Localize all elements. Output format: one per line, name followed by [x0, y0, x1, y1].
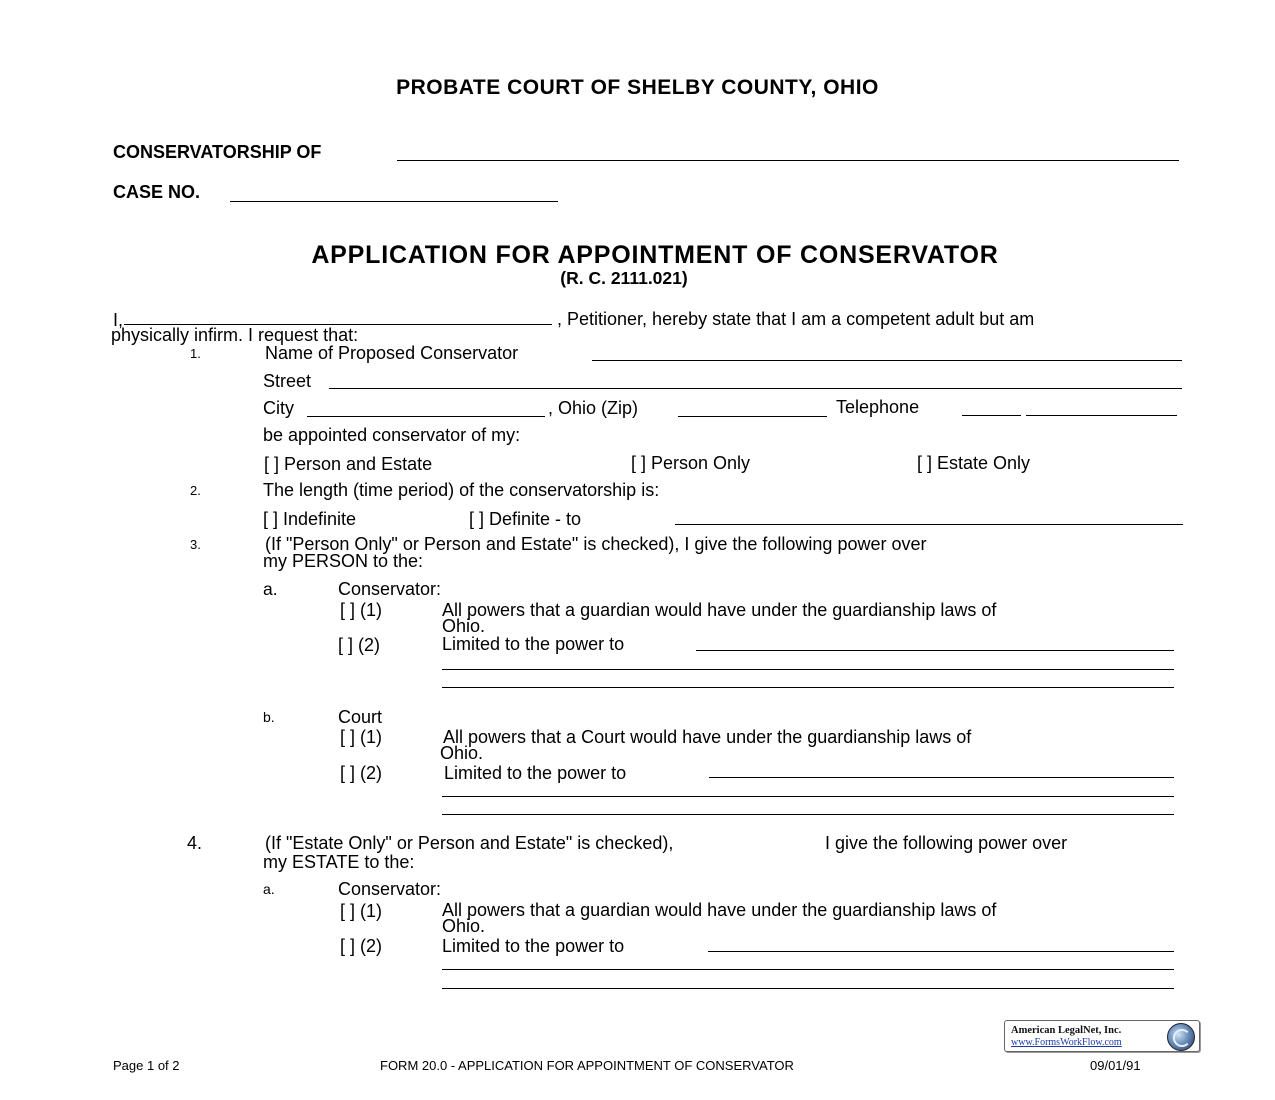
item-3a-all-powers-cont: Ohio. — [442, 616, 486, 636]
item-3a-limited-field-3[interactable] — [442, 687, 1174, 688]
checkbox-3a-limited[interactable]: [ ] (2) — [338, 635, 381, 655]
checkbox-3b-limited[interactable]: [ ] (2) — [340, 763, 383, 783]
item-3b-limited-field-2[interactable] — [442, 796, 1174, 797]
case-number-field[interactable] — [230, 201, 558, 202]
checkbox-person-only[interactable]: [ ] Person Only — [631, 453, 751, 473]
logo-url-link[interactable]: www.FormsWorkFlow.com — [1011, 1037, 1122, 1048]
item-3b-limited-field-1[interactable] — [709, 777, 1174, 778]
item-3a-limited-field-2[interactable] — [442, 669, 1174, 670]
item-3b-all-powers-cont: Ohio. — [440, 743, 484, 763]
item-3a-letter: a. — [263, 579, 278, 599]
statute-reference: (R. C. 2111.021) — [560, 268, 688, 288]
item-3a-all-powers-text: All powers that a guardian would have under the guardianship laws of — [442, 600, 997, 620]
petitioner-prefix: I, — [113, 310, 124, 330]
court-title: PROBATE COURT OF SHELBY COUNTY, OHIO — [396, 76, 879, 99]
conservatorship-field[interactable] — [397, 160, 1179, 161]
logo-company-name: American LegalNet, Inc. — [1011, 1025, 1122, 1036]
item-4a-limited-field-3[interactable] — [442, 988, 1174, 989]
form-title: APPLICATION FOR APPOINTMENT OF CONSERVATOR — [311, 241, 999, 269]
form-footer-title: FORM 20.0 - APPLICATION FOR APPOINTMENT OF CONSERVATOR — [380, 1058, 794, 1073]
checkbox-3a-all-powers[interactable]: [ ] (1) — [340, 600, 383, 620]
ohio-zip-label: , Ohio (Zip) — [548, 398, 639, 418]
zip-field[interactable] — [678, 416, 827, 417]
item-4a-limited-field-2[interactable] — [442, 969, 1174, 970]
person-power-text: (If "Person Only" or Person and Estate" is checked), I give the following power over — [265, 534, 927, 554]
estate-power-text-cont: my ESTATE to the: — [263, 852, 415, 872]
appointed-text: be appointed conservator of my: — [263, 425, 521, 445]
person-power-text-cont: my PERSON to the: — [263, 551, 424, 571]
telephone-area-code-field[interactable] — [962, 415, 1021, 416]
item-3b-letter: b. — [263, 709, 275, 725]
telephone-number-field[interactable] — [1026, 415, 1177, 416]
item-3b-title: Court — [338, 707, 383, 727]
item-4a-title: Conservator: — [338, 879, 442, 899]
item-3a-limited-field-1[interactable] — [696, 650, 1174, 651]
item-3-number: 3. — [190, 537, 201, 552]
item-3a-title: Conservator: — [338, 579, 442, 599]
city-label: City — [263, 398, 294, 418]
item-4a-limited-field-1[interactable] — [708, 951, 1174, 952]
intro-statement-cont: physically infirm. I request that: — [111, 325, 359, 345]
item-4-number: 4. — [187, 833, 203, 853]
definite-date-field[interactable] — [675, 524, 1183, 525]
proposed-conservator-label: Name of Proposed Conservator — [265, 343, 519, 363]
page-number: Page 1 of 2 — [113, 1058, 180, 1073]
item-4a-letter: a. — [263, 881, 275, 897]
intro-statement: , Petitioner, hereby state that I am a competent adult but am — [557, 309, 1035, 329]
time-period-text: The length (time period) of the conservatorship is: — [263, 480, 660, 500]
city-field[interactable] — [307, 416, 545, 417]
item-3b-all-powers-text: All powers that a Court would have under the guardianship laws of — [443, 727, 972, 747]
checkbox-indefinite[interactable]: [ ] Indefinite — [263, 509, 357, 529]
checkbox-estate-only[interactable]: [ ] Estate Only — [917, 453, 1031, 473]
checkbox-4a-limited[interactable]: [ ] (2) — [340, 936, 383, 956]
checkbox-3b-all-powers[interactable]: [ ] (1) — [340, 727, 383, 747]
proposed-conservator-field[interactable] — [592, 360, 1182, 361]
globe-icon — [1167, 1023, 1195, 1051]
item-3b-limited-text: Limited to the power to — [444, 763, 627, 783]
legalnet-logo[interactable] — [1004, 1020, 1200, 1052]
form-date: 09/01/91 — [1090, 1058, 1141, 1073]
conservatorship-label: CONSERVATORSHIP OF — [113, 142, 322, 162]
checkbox-person-and-estate[interactable]: [ ] Person and Estate — [264, 454, 433, 474]
estate-power-text: (If "Estate Only" or Person and Estate" is checked), — [265, 833, 674, 853]
item-3a-limited-text: Limited to the power to — [442, 634, 625, 654]
item-3b-limited-field-3[interactable] — [442, 814, 1174, 815]
checkbox-4a-all-powers[interactable]: [ ] (1) — [340, 901, 383, 921]
item-4a-limited-text: Limited to the power to — [442, 936, 625, 956]
item-4a-all-powers-cont: Ohio. — [442, 916, 486, 936]
street-field[interactable] — [329, 388, 1182, 389]
item-2-number: 2. — [190, 483, 201, 498]
estate-power-text-b: I give the following power over — [825, 833, 1068, 853]
checkbox-definite[interactable]: [ ] Definite - to — [469, 509, 582, 529]
item-1-number: 1. — [190, 346, 201, 361]
street-label: Street — [263, 371, 312, 391]
case-number-label: CASE NO. — [113, 182, 201, 202]
telephone-label: Telephone — [836, 397, 920, 417]
item-4a-all-powers-text: All powers that a guardian would have under the guardianship laws of — [442, 900, 997, 920]
